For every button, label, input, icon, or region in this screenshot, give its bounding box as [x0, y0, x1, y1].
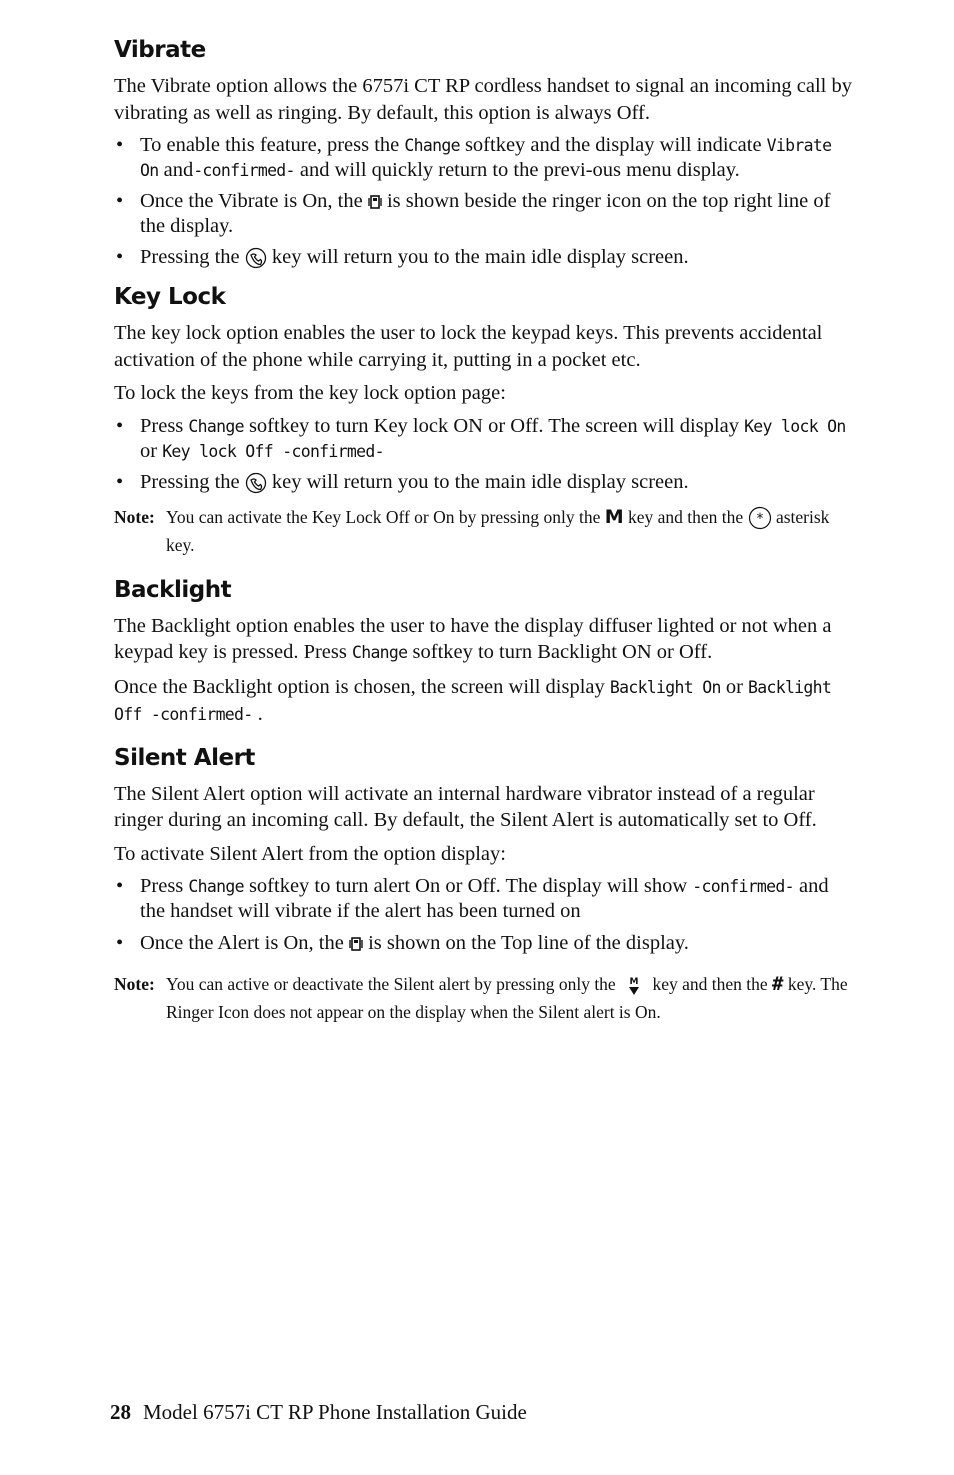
pound-key-label: #	[772, 973, 784, 995]
change-softkey-label: Change	[188, 877, 244, 896]
svg-text:*: *	[756, 511, 764, 528]
backlight-paragraph-1: The Backlight option enables the user to have the display diffuser lighted or not when a keypad key is pressed. Press Change softkey to turn Backlight ON or Off.	[114, 614, 832, 663]
keylock-bullet-1: • Press Change softkey to turn Key lock ON or Off. The screen will display Key lock On or Key lock Off -confirmed-	[114, 414, 854, 464]
change-softkey-label: Change	[404, 136, 460, 155]
change-softkey-label: Change	[351, 643, 408, 662]
silent-alert-heading: Silent Alert	[114, 744, 255, 771]
confirmed-display: -confirmed-	[692, 877, 794, 896]
keylock-off-display: Key lock Off -confirmed-	[162, 441, 384, 461]
keylock-heading: Key Lock	[114, 284, 226, 310]
backlight-heading: Backlight	[114, 576, 232, 603]
vibrate-icon	[349, 936, 363, 952]
note-label: Note:	[114, 974, 155, 994]
asterisk-key-icon	[748, 506, 772, 530]
vibrate-bullet-3: • Pressing the key will return you to the main idle display screen.	[114, 245, 854, 270]
keylock-on-display: Key lock On	[744, 416, 846, 436]
vibrate-heading: Vibrate	[114, 37, 206, 63]
keylock-list	[114, 414, 854, 495]
silent-alert-lead: To activate Silent Alert from the option display:	[114, 842, 506, 865]
note-label: Note:	[114, 506, 155, 527]
keylock-intro: The key lock option enables the user to lock the keypad keys. This prevents accidental activation of the phone while carrying it, putting in a pocket etc.	[114, 322, 823, 371]
vibrate-bullet-1: • To enable this feature, press the Change softkey and the display will indicate Vibrate On and-confirmed- and will quickly return to the previ-ous menu display.	[114, 133, 854, 183]
backlight-paragraph-2: Once the Backlight option is chosen, the screen will display Backlight On or Backlight Off -confirmed- .	[114, 675, 832, 725]
confirmed-display: -confirmed-	[193, 161, 295, 180]
silent-alert-list	[114, 874, 854, 956]
vibrate-list	[114, 133, 854, 270]
end-call-key-icon	[245, 472, 267, 494]
keylock-lead: To lock the keys from the key lock option page:	[114, 382, 506, 404]
silent-alert-bullet-1: • Press Change softkey to turn alert On or Off. The display will show -confirmed- and the handset will vibrate if the alert has been turned on	[114, 874, 854, 924]
backlight-off-display: Backlight Off -confirmed-	[114, 677, 832, 724]
page-number: 28	[110, 1400, 131, 1424]
change-softkey-label: Change	[188, 416, 244, 436]
vibrate-intro: The Vibrate option allows the 6757i CT RP cordless handset to signal an incoming call by vibrating as well as ringing. By default, this option is always Off.	[114, 75, 852, 124]
menu-key-icon	[620, 975, 648, 997]
silent-alert-intro: The Silent Alert option will activate an internal hardware vibrator instead of a regular ringer during an incoming call. By default, the Silent Alert is automatically set to Off.	[114, 782, 817, 831]
vibrate-icon	[368, 194, 382, 210]
guide-title: Model 6757i CT RP Phone Installation Guide	[143, 1400, 527, 1424]
page-footer	[110, 1400, 527, 1425]
end-call-key-icon	[245, 247, 267, 269]
svg-text:M: M	[629, 976, 639, 987]
vibrate-on-display: Vibrate On	[140, 136, 832, 180]
keylock-bullet-2: • Pressing the key will return you to the main idle display screen.	[114, 470, 854, 495]
silent-alert-bullet-2: • Once the Alert is On, the is shown on the Top line of the display.	[114, 931, 854, 956]
menu-key-label: M	[604, 505, 624, 528]
silent-alert-note: Note: You can active or deactivate the Silent alert by pressing only the M key and then the # key. The Ringer Icon does not appear on the display when the Silent alert is On.	[114, 970, 854, 1026]
backlight-on-display: Backlight On	[609, 677, 721, 697]
vibrate-bullet-2: • Once the Vibrate is On, the is shown beside the ringer icon on the top right line of the display.	[114, 189, 854, 239]
keylock-note: Note: You can activate the Key Lock Off or On by pressing only the M key and then the * asterisk key.	[114, 503, 854, 559]
document-page	[114, 36, 854, 1026]
